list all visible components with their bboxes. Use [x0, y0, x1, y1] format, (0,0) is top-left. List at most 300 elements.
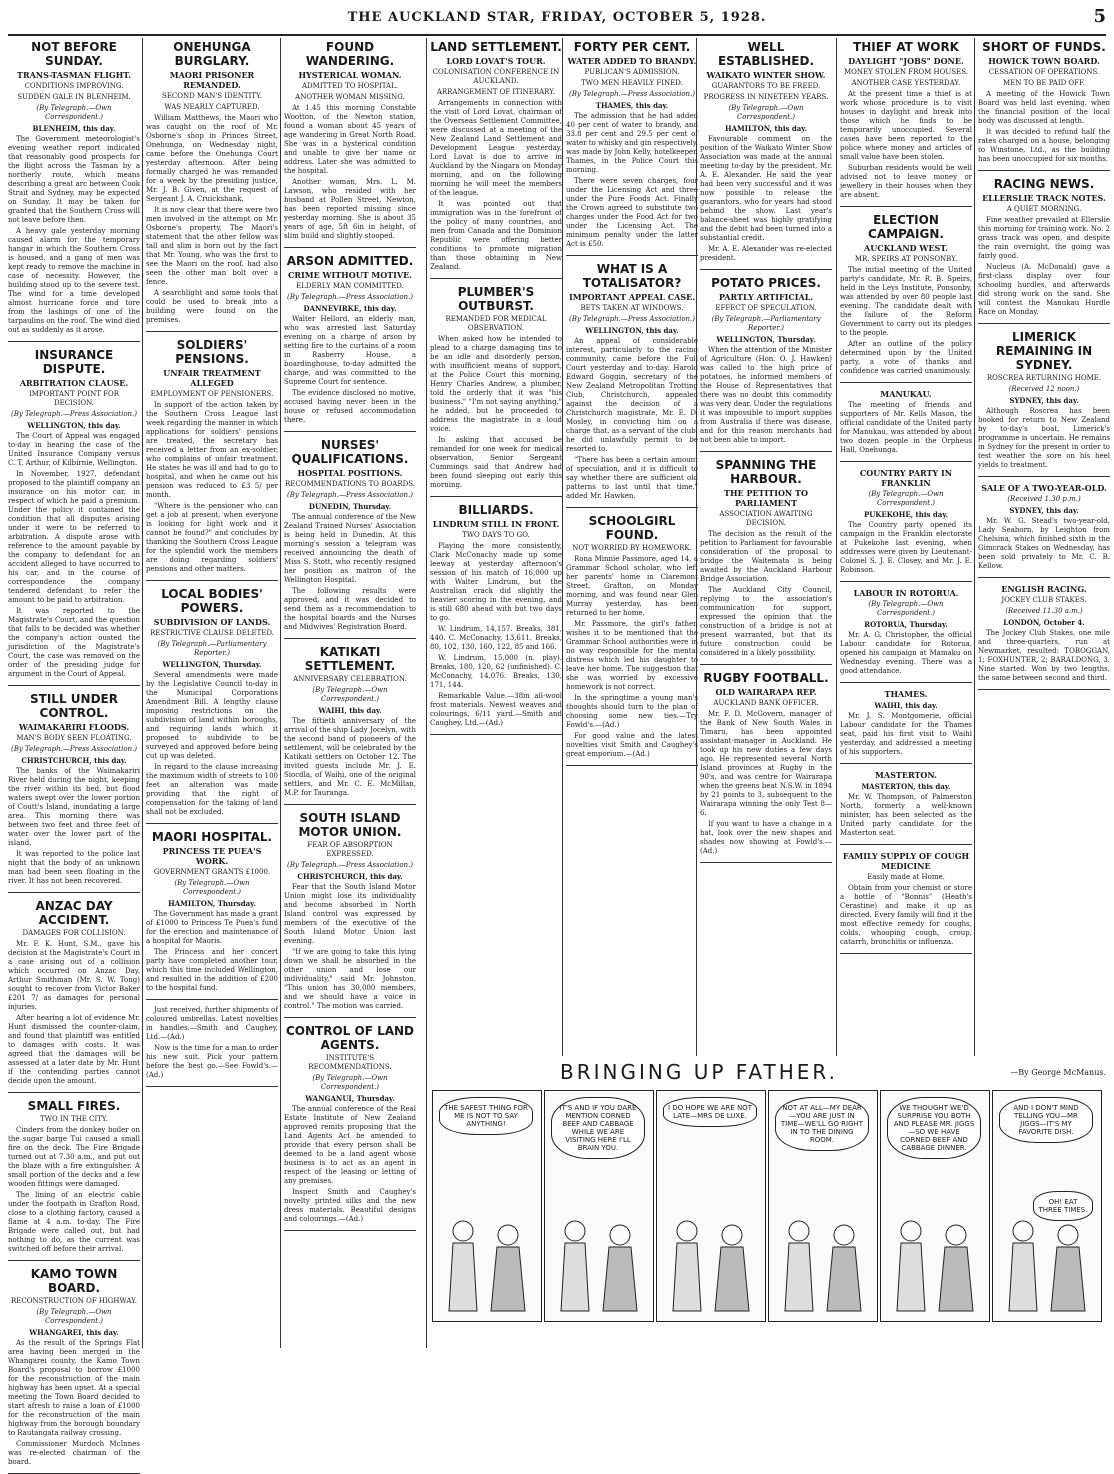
article — [284, 438, 416, 632]
article-deck: JOCKEY CLUB STAKES. — [1001, 596, 1087, 604]
article-divider — [566, 765, 698, 766]
speech-bubble: IT'S AND IF YOU DARE MENTION CORNED BEEF AND CABBAGE WHILE WE ARE VISITING HERE I'LL BRAIN YOU. — [551, 1097, 645, 1159]
article-headline: SCHOOLGIRL FOUND. — [588, 514, 676, 542]
article-byline: (By Telegraph.—Own Correspondent.) — [868, 600, 944, 617]
article-deck: ADMITTED TO HOSPITAL. — [302, 82, 398, 90]
article-headline: SPANNING THE HARBOUR. — [715, 458, 817, 486]
column-1 — [8, 38, 140, 1466]
article-paragraph: The Jockey Club Stakes, one mile and three-quarters, run at Newmarket, resulted: TOBOGGAN, 1; FOXHUNTER, 2; BARALDONG, 3. Nine started. Won by two lengths, the same between second and third. — [978, 629, 1110, 682]
article-paragraph: W. Lindrum, 14,157. Breaks, 381, 440. C. McConachy, 13,611. Breaks, 80, 102, 130, 160, 122, 85 and 166. — [430, 625, 562, 651]
article-subheadline: PRINCESS TE PUEA'S WORK. — [162, 846, 262, 866]
article-divider — [8, 1260, 140, 1261]
column-rule — [426, 38, 427, 1348]
article-divider — [8, 892, 140, 893]
article-byline: (Received 1.30 p.m.) — [1007, 495, 1081, 503]
page-number: 5 — [1093, 6, 1106, 27]
article-divider — [146, 823, 278, 824]
article-paragraph: Nucleus (A. McDonald) gave a first-class display over four schooling hurdles, and afterwards did strong work on the sand. She will contest the Manukau Hurdle Race on Monday. — [978, 263, 1110, 316]
article — [566, 514, 698, 759]
article-paragraph: As the result of the Springs Flat area having been merged in the Whangarei county, the Kamo Town Board's proposal to borrow £1000 for the reconstruction of the main highway has been upset. At a special meeting the Town Board decided to start afresh to raise a loan of £1000 for the reconstruction of the main highway from the borough boundary to Rautangata railway crossing. — [8, 1339, 140, 1437]
article-subheadline: HYSTERICAL WOMAN. — [298, 70, 402, 80]
article — [146, 40, 278, 325]
article-subheadline: THAMES. — [884, 689, 928, 699]
article-divider — [840, 763, 972, 764]
comic-byline: —By George McManus. — [1010, 1068, 1106, 1077]
article-paragraph: "Where is the pensioner who can get a job at present, when everyone is looking for light work and it cannot be found?" and concludes by thanking the Southern Cross League for the splendid work the members are doing regarding soldiers' pensions and other matters. — [146, 502, 278, 573]
article-subtitle: Easily made at Home. — [867, 873, 945, 881]
comic-figure-drawing — [993, 1201, 1101, 1321]
article-divider — [8, 685, 140, 686]
article-headline: SHORT OF FUNDS. — [982, 40, 1106, 54]
article-subtitle: EMPLOYMENT OF PENSIONERS. — [150, 390, 274, 398]
comic-figure-drawing — [433, 1201, 541, 1321]
article-subheadline: WATER ADDED TO BRANDY. — [567, 56, 697, 66]
article-headline: NURSES' QUALIFICATIONS. — [291, 438, 409, 466]
article-dateline: WELLINGTON, Thursday. — [716, 335, 816, 344]
article-paragraph: The Government has made a grant of £1000 to Princess Te Puea's fund for the erection and maintenance of a hospital for Maoris. — [146, 910, 278, 945]
article-paragraph: Fine weather prevailed at Ellerslie this morning for training work. No. 2 grass track was open, and despite the rain overnight, the going was fairly good. — [978, 216, 1110, 260]
speech-bubble: THE SAFEST THING FOR ME IS NOT TO SAY ANYTHING! — [439, 1097, 533, 1135]
article-paragraph: Arrangements in connection with the visit of Lord Lovat, chairman of the Overseas Settlement Committee, were discussed at a meeting of the New Zealand Land Settlement and Development League yesterday. Lord Lovat is due to arrive in Auckland by the Niagara on Monday morning, and on the following morning he will meet the members of the league. — [430, 99, 562, 197]
article-paragraph: The initial meeting of the United party's candidate, Mr. R. B. Speirs, held in the Leys Institute, Ponsonby, was attended by over 80 people last evening. The candidate dealt with the failure of the Reform Government to carry out its pledges to the people. — [840, 266, 972, 337]
article — [700, 276, 832, 445]
article-subtitle: MEN TO BE PAID OFF. — [1002, 79, 1086, 87]
article-paragraph: Mr. F. D. McGovern, manager of the Bank of New South Wales in Timaru, has been appointed assistant-manager in Auckland. He took up his new duties a few days ago. He represented several North Island provinces at Rugby in the 90's, and was centre for Wairarapa when the greens beat N.S.W. in 1894 by 21 points to 3, subsequent to the Wairarapa winning the only Test 8—6. — [700, 710, 832, 817]
article-divider — [566, 255, 698, 256]
article — [840, 689, 972, 757]
article-subtitle: A QUIET MORNING. — [1006, 205, 1082, 213]
article-paragraph: Although Roscrea has been booked for return to New Zealand by to-day's boat, Limerick's programme is uncertain. He remains in Sydney for the present in order to test weather the sore on his heel yields to treatment. — [978, 407, 1110, 469]
article-byline: (By Telegraph.—Own Correspondent.) — [728, 104, 804, 121]
article-paragraph: In support of the action taken by the Southern Cross League last week regarding the manner in which applications for soldiers' pensions are treated, the secretary has received a letter from an ex-soldier, who complains of unfair treatment. He states he was ill and had to go to hospital, and when he came out his pension was reduced to £3 5/ per month. — [146, 401, 278, 499]
article-divider — [146, 331, 278, 332]
article-byline: (By Telegraph.—Parliamentary Reporter.) — [711, 315, 821, 332]
article-paragraph: "If we are going to take this lying down we shall be absorbed in the other union and lose our individuality," said Mr. Johnston. "This union has 30,000 members, and we should have a voice in control." The motion was carried. — [284, 948, 416, 1010]
article-subheadline: MAORI PRISONER REMANDED. — [169, 70, 255, 90]
article-paragraph: A meeting of the Howick Town Board was held last evening, when the financial position of the local body was discussed at length. — [978, 90, 1110, 125]
article-headline: FOUND WANDERING. — [305, 40, 395, 68]
article-divider — [430, 278, 562, 279]
article-divider — [8, 1092, 140, 1093]
article-subheadline: ELLERSLIE TRACK NOTES. — [982, 193, 1106, 203]
article-paragraph: The Government meteorologist's evening weather report indicated that reasonably good prospects for the flight across the Tasman by a northerly route, which means describing a great arc between Cook Strait and Sydney, may be expected on Sunday. It may be taken for granted that the Southern Cross will not leave before then. — [8, 135, 140, 224]
article — [978, 330, 1110, 470]
article — [284, 645, 416, 798]
article-divider — [978, 577, 1110, 578]
article-headline: LOCAL BODIES' POWERS. — [161, 587, 263, 615]
article-deck: CESSATION OF OPERATIONS. — [988, 68, 1100, 76]
comic-figure-drawing — [545, 1201, 653, 1321]
article-byline: (By Telegraph.—Own Correspondent.) — [312, 686, 388, 703]
article — [284, 811, 416, 1011]
article — [978, 177, 1110, 317]
article-subtitle: ANOTHER CASE YESTERDAY. — [851, 79, 961, 87]
article-headline: ARSON ADMITTED. — [286, 254, 414, 268]
article-headline: MAORI HOSPITAL. — [151, 830, 273, 844]
article-paragraph: A heavy gale yesterday morning caused alarm for the temporary hangar in which the Southern Cross is housed, and a gang of men was kept ready to remove the machine in case of necessity. However, the building stood up to the severe test. The wind for a time developed almost hurricane force and tore from the lashings of one of the tarpaulins on the roof. The wind died out as suddenly as it arose. — [8, 227, 140, 334]
article-divider — [978, 689, 1110, 690]
column-rule — [836, 38, 837, 1056]
article-dateline: ROTORUA, Thursday. — [864, 620, 948, 629]
article-subtitle: ANOTHER WOMAN MISSING. — [295, 93, 405, 101]
article-divider — [840, 581, 972, 582]
article-subheadline: MASTERTON. — [875, 770, 937, 780]
article — [840, 468, 972, 575]
article-divider — [978, 476, 1110, 477]
article-paragraph: The lining of an electric cable under the footpath in Grafton Road, close to a clothing factory, caused a flame at 4 a.m. to-day. The Fire Brigade were called out, but had nothing to do, as the current was switched off before their arrival. — [8, 1191, 140, 1253]
article-paragraph: "There has been a certain amount of speculation, and it is difficult to say whether there are sufficient old patterns to last until that time," added Mr. Hawken. — [566, 456, 698, 500]
article-divider — [430, 496, 562, 497]
article-paragraph: Walter Hellord, an elderly man, who was arrested last Saturday evening on a charge of arson by setting fire to the curtains of a room in Rasberry House, a boardinghouse, to-day admitted the charge, and was committed to the Supreme Court for sentence. — [284, 315, 416, 386]
article-byline: (By Telegraph.—Press Association.) — [10, 410, 138, 418]
article — [978, 483, 1110, 571]
article — [8, 1099, 140, 1254]
article-divider — [978, 170, 1110, 171]
article — [146, 830, 278, 993]
article-paragraph: Several amendments were made by the Legislative Council to-day in the Municipal Corporations Amendment Bill. A lengthy clause imposing restrictions on the subdivision of land within boroughs, and requiring lands which it proposed to subdivide to be surveyed and approved before being cut up was deleted. — [146, 671, 278, 760]
article — [700, 671, 832, 856]
article-subtitle: GOVERNMENT GRANTS £1000. — [153, 868, 271, 876]
article-dateline: CHRISTCHURCH, this day. — [297, 872, 403, 881]
article — [566, 40, 698, 249]
article-paragraph: When asked how he intended to plead to a charge damaging tins to be an idle and disorderly person, with insufficient means of support, at the Police Court this morning, Henry Charles Andrew, a plumber, told the orderly that it was "his business." "I'm not saying anything," he added, but he proceeded to address the magistrate in a loud voice. — [430, 335, 562, 433]
article-paragraph: An appeal of considerable interest, particularly to the racing community, came before the Full Court yesterday and to-day. Harold Edward Goggin, secretary of the New Zealand Metropolitan Trotting Club, Christchurch, appealed against the decision of a Christchurch magistrate, Mr. E. D. Mosley, in convicting him on a charge that, as a servant of the club, he did unlawfully permit to be resorted to. — [566, 337, 698, 453]
article-headline: KATIKATI SETTLEMENT. — [304, 645, 396, 673]
article-subtitle: ASSOCIATION AWAITING DECISION. — [719, 510, 813, 527]
article-paragraph: Suburban residents would be well advised not to leave money or jewellery in their houses when they are absent. — [840, 164, 972, 199]
article — [840, 770, 972, 838]
article-subheadline: SALE OF A TWO-YEAR-OLD. — [981, 483, 1107, 493]
article-divider — [700, 664, 832, 665]
article — [430, 503, 562, 728]
column-3 — [284, 38, 416, 1348]
article-dateline: DANNEVIRKE, this day. — [303, 304, 397, 313]
article-paragraph: The evidence disclosed no motive, accused having never been in the house or refused accommodation there. — [284, 389, 416, 424]
article-headline: LIMERICK REMAINING IN SYDNEY. — [995, 330, 1093, 372]
article-subheadline: HOSPITAL POSITIONS. — [297, 468, 403, 478]
article-subtitle: RESTRICTIVE CLAUSE DELETED. — [150, 629, 274, 637]
article — [8, 40, 140, 335]
article-dateline: BLENHEIM, this day. — [32, 124, 116, 133]
article-paragraph: The banks of the Waimakariri River held during the night, keeping the river within its bed, but flood waters swept over the lower portion of Coutt's Island, inundating a large area. This morning there was between two feet and three feet of water over the lower part of the island. — [8, 767, 140, 847]
comic-title: BRINGING UP FATHER. — [560, 1060, 838, 1084]
article-byline: (By Telegraph.—Own Correspondent.) — [36, 1308, 112, 1325]
article-paragraph: Favourable comment on the position of the Waikato Winter Show Association was made at the annual meeting to-day by the president, Mr. A. E. Alexander. He said the year had been very successful and it was now possible to release the guarantors, who for years had stood behind the show. Last year's balance-sheet was highly gratifying and the debit had been turned into a substantial credit. — [700, 135, 832, 242]
article-subheadline: AUCKLAND WEST. — [864, 243, 948, 253]
masthead — [8, 4, 1106, 34]
article-subheadline: COUNTRY PARTY IN FRANKLIN — [859, 468, 953, 488]
article-paragraph: Mr. A. G. Christopher, the official Labour candidate for Rotorua, opened his campaign at Mamaku on Wednesday evening. There was a good attendance. — [840, 631, 972, 675]
article-subtitle: FEAR OF ABSORPTION EXPRESSED. — [307, 841, 393, 858]
article-divider — [284, 1230, 416, 1231]
speech-bubble: WE THOUGHT WE'D SURPRISE YOU BOTH AND PLEASE MR. JIGGS—SO WE HAVE CORNED BEEF AND CABBAGE DINNER. — [887, 1097, 981, 1159]
article — [840, 588, 972, 676]
article-subtitle: SUDDEN GALE IN BLENHEIM. — [17, 93, 131, 101]
article-paragraph: Fear that the South Island Motor Union might lose its individuality and become absorbed in North Island control was expressed by members of the executive of the South Island Motor Union last evening. — [284, 883, 416, 945]
article-dateline: MASTERTON, this day. — [861, 782, 951, 791]
article-subheadline: CRIME WITHOUT MOTIVE. — [287, 270, 413, 280]
article-byline: (By Telegraph.—Own Correspondent.) — [312, 1074, 388, 1091]
article-paragraph: Mr. A. E. Alexander was re-elected president. — [700, 245, 832, 262]
article-paragraph: It was decided to refund half the rates charged on a house, belonging to Winstone, Ltd., as the building has been unoccupied for six months. — [978, 128, 1110, 163]
article — [700, 458, 832, 658]
article-paragraph: Commissioner Murdoch McInnes was re-elected chairman of the board. — [8, 1440, 140, 1466]
article-paragraph: Mr. J. S. Montgomerie, official Labour candidate for the Thames seat, paid his first visit to Waihi yesterday, and addressed a meeting of his supporters. — [840, 712, 972, 756]
article-paragraph: Another woman, Mrs. L. M. Lawson, who resided with her husband at Pollen Street, Newton, has been reported missing since yesterday morning. She is about 35 years of age, 5ft 6in in height, of slim build and slightly stooped. — [284, 178, 416, 240]
speech-bubble: AND I DON'T MIND TELLING YOU—MR JIGGS—IT'S MY FAVORITE DISH. — [999, 1097, 1093, 1143]
article-subtitle: TWO IN THE CITY. — [40, 1115, 108, 1123]
article-paragraph: It is now clear that there were two men involved in the attempt on Mr. Osborne's property. The Maori's statement that the other fellow was tall and slim is born out by the fact that Mr. Young, who was the first to see the Maori on the roof, had also seen the other man bolt over a fence. — [146, 206, 278, 286]
article-dateline: LONDON, October 4. — [1003, 618, 1085, 627]
comic-panel — [656, 1090, 766, 1322]
article-byline: (By Telegraph.—Parliamentary Reporter.) — [157, 640, 267, 657]
article-divider — [700, 269, 832, 270]
column-rule — [142, 38, 143, 1348]
article — [840, 389, 972, 455]
article-dateline: HAMILTON, Thursday. — [168, 899, 256, 908]
advertisement: Now is the time for a man to order his new suit. Pick your pattern before the best go.—See Fowld's.—(Ad.) — [146, 1044, 278, 1079]
article-subtitle: AUCKLAND BANK OFFICER. — [713, 699, 819, 707]
article-paragraph: Inspect Smith and Caughey's novelty printed silks and the new dress materials. Beautiful designs and colourings.—(Ad.) — [284, 1188, 416, 1223]
article — [566, 262, 698, 501]
article-headline: ELECTION CAMPAIGN. — [868, 213, 944, 241]
article-paragraph: In regard to the clause increasing the maximum width of streets to 100 feet an alteration was made providing that the right of compensation for the taking of land shall not be excluded. — [146, 763, 278, 816]
article-paragraph: When the attention of the Minister of Agriculture (Hon. O. J. Hawken) was called to the high price of potatoes, he informed members of the House of Representatives that there was no doubt this commodity was very dear. Under the regulations it was impossible to import supplies from Australia if there was disease, and for this reason merchants had not been able to import. — [700, 346, 832, 444]
article-deck: PUBLICAN'S ADMISSION. — [584, 68, 680, 76]
article-paragraph: In the springtime a young man's thoughts should turn to the plan of choosing some new ties.—Try Fowld's.—(Ad.) — [566, 694, 698, 729]
column-7 — [840, 38, 972, 1056]
article-headline: STILL UNDER CONTROL. — [30, 692, 118, 720]
article-headline: SOLDIERS' PENSIONS. — [175, 338, 249, 366]
article — [840, 213, 972, 376]
comic-panel — [880, 1090, 990, 1322]
article-divider — [840, 461, 972, 462]
article-divider — [840, 382, 972, 383]
article-subtitle: NOT WORRIED BY HOMEWORK. — [572, 544, 692, 552]
article — [978, 40, 1110, 164]
article-subheadline: OLD WAIRARAPA REP. — [715, 687, 817, 697]
article-subtitle: DAMAGES FOR COLLISION. — [22, 929, 126, 937]
article-dateline: WELLINGTON, Thursday. — [162, 660, 262, 669]
article-headline: CONTROL OF LAND AGENTS. — [285, 1024, 414, 1052]
article — [840, 851, 972, 947]
article-subheadline: ARBITRATION CLAUSE. — [19, 378, 129, 388]
article-dateline: WHANGAREI, this day. — [29, 1328, 119, 1337]
article-subheadline: WAIKATO WINTER SHOW. — [706, 70, 826, 80]
article-dateline: WELLINGTON, this day. — [585, 326, 679, 335]
article-headline: RACING NEWS. — [993, 177, 1095, 191]
article-byline: (By Telegraph.—Press Association.) — [286, 491, 414, 499]
article-subtitle: BETS TAKEN AT WINDOWS. — [580, 304, 684, 312]
article — [8, 1267, 140, 1467]
article-divider — [284, 638, 416, 639]
article-paragraph: It was reported to the police last night that the body of an unknown man had been seen floating in the river. It has not been recovered. — [8, 850, 140, 885]
article-dateline: SYDNEY, this day. — [1009, 506, 1079, 515]
article-subtitle: TWO DAYS TO GO. — [462, 531, 530, 539]
article-paragraph: Obtain from your chemist or store a bottle of "Bonnis" (Heath's Cerastine) and make it up as directed. Every family will find it the most effective remedy for coughs, colds, whooping cough, croup, catarrh, bronchitis or influenza. — [840, 884, 972, 946]
article-byline: (By Telegraph.—Own Correspondent.) — [174, 879, 250, 896]
article-paragraph: Mr. Passmore, the girl's father, wishes it to be mentioned that the Grammar School authorities were in no way responsible for the mental distress which led his daughter to leave her home. The suggestion that she was worried by excessive homework is not correct. — [566, 620, 698, 691]
article-byline: (By Telegraph.—Press Association.) — [286, 861, 414, 869]
comic-figure-drawing — [769, 1201, 877, 1321]
article-subheadline: PARTLY ARTIFICIAL. — [718, 292, 814, 302]
speech-bubble: I DO HOPE WE ARE NOT LATE—MRS DE LUXE. — [663, 1097, 757, 1127]
article-subheadline: ENGLISH RACING. — [1001, 584, 1087, 594]
article-headline: FORTY PER CENT. — [573, 40, 691, 54]
article-dateline: THAMES, this day. — [595, 101, 669, 110]
article-divider — [840, 844, 972, 845]
article-divider — [840, 206, 972, 207]
masthead-title: THE AUCKLAND STAR, FRIDAY, OCTOBER 5, 1928. — [347, 10, 767, 25]
article-headline: POTATO PRICES. — [711, 276, 821, 290]
article-headline: SMALL FIRES. — [27, 1099, 121, 1113]
article-subtitle: MR. SPEIRS AT PONSONBY. — [854, 255, 958, 263]
article-divider — [840, 953, 972, 954]
article-paragraph: Remarkable Value.—38in all-wool frost materials. Newest weaves and colourings, 6/11 yard.—Smith and Caughey, Ltd.—(Ad.) — [430, 692, 562, 727]
speech-bubble: OH! EAT THREE TIMES. — [1033, 1191, 1093, 1221]
article-byline: (By Telegraph.—Press Association.) — [568, 315, 696, 323]
article-paragraph: It was reported to the Magistrate's Court, and the question that falls to be decided was whether the company's action ousted the jurisdiction of the Magistrate's Court, the case was removed on the order of the presiding judge for argument in the Court of Appeal. — [8, 607, 140, 678]
article-subtitle: IMPORTANT POINT FOR DECISION. — [29, 390, 119, 407]
article-deck: MONEY STOLEN FROM HOUSES. — [844, 68, 968, 76]
article-divider — [284, 247, 416, 248]
article-paragraph: The annual conference of the Real Estate Institute of New Zealand approved remits proposing that the Land Agents Act be amended to provide that every person shall be deemed to be a land agent whose business is to act as an agent in respect of the leasing or letting of any premises. — [284, 1105, 416, 1185]
article — [284, 254, 416, 425]
article-subheadline: SUBDIVISION OF LANDS. — [153, 617, 271, 627]
article-headline: WHAT IS A TOTALISATOR? — [582, 262, 682, 290]
article-deck: COLONISATION CONFERENCE IN AUCKLAND. — [432, 68, 560, 85]
article-paragraph: Mr. F. K. Hunt, S.M., gave his decision at the Magistrate's Court in a case arising out of a collision which occurred on Anzac Day. Arthur Smithman (Mr. S. W. Tong) sought to recover from Victor Baker £201 7/ as damages for personal injuries. — [8, 940, 140, 1011]
column-rule — [974, 38, 975, 1056]
article-divider — [284, 804, 416, 805]
article-divider — [8, 341, 140, 342]
column-6 — [700, 38, 832, 1056]
article-paragraph: The following results were approved, and it was decided to send them as a recommendation to the hospital boards and the Nurses and Midwives' Registration Board. — [284, 587, 416, 631]
article-divider — [840, 682, 972, 683]
speech-bubble: NOT AT ALL—MY DEAR—YOU ARE JUST IN TIME—WE'LL GO RIGHT IN TO THE DINING ROOM. — [775, 1097, 869, 1151]
comic-panel — [544, 1090, 654, 1322]
article — [146, 338, 278, 574]
article-paragraph: Cinders from the donkey boiler on the sugar barge Tui caused a small fire on the deck. The Fire Brigade turned out at 7.30 a.m., and put out the blaze with a fire extinguisher. A small portion of the decks and a few wooden fittings were damaged. — [8, 1126, 140, 1188]
article-divider — [566, 507, 698, 508]
article-divider — [146, 999, 278, 1000]
article — [146, 587, 278, 817]
article-headline: RUGBY FOOTBALL. — [703, 671, 829, 685]
article-paragraph: A searchlight and some tools that could be used to break into a building were found on the premises. — [146, 289, 278, 324]
article-subtitle: MAN'S BODY SEEN FLOATING. — [16, 734, 132, 742]
article-paragraph: In asking that accused be remanded for one week for medical observation, Senior Sergeant Cummings said that Andrew had been found sleeping out early this morning. — [430, 436, 562, 489]
article-dateline: WAIHI, this day. — [874, 701, 938, 710]
article-byline: (By Telegraph.—Own Correspondent.) — [36, 104, 112, 121]
comic-panel — [768, 1090, 878, 1322]
article-byline: (By Telegraph.—Press Association.) — [10, 745, 138, 753]
article-headline: LAND SETTLEMENT. — [430, 40, 562, 54]
article-subtitle: INSTITUTE'S RECOMMENDATIONS. — [308, 1054, 392, 1071]
article-deck: CONDITIONS IMPROVING. — [24, 82, 124, 90]
article-headline: ANZAC DAY ACCIDENT. — [35, 899, 113, 927]
article-paragraph: At 1.45 this morning Constable Wootton, of the Newton station, found a woman about 45 years of age wandering in Great North Road. She was in a hysterical condition and unable to give her name or address. Later she was admitted to the hospital. — [284, 104, 416, 175]
article-byline: (Received 12 noon.) — [1008, 385, 1080, 393]
article-subtitle: TWO MEN HEAVILY FINED. — [581, 79, 683, 87]
article-dateline: PUKEKOHE, this day. — [863, 510, 949, 519]
article-byline: (By Telegraph.—Press Association.) — [568, 90, 696, 98]
article-subtitle: WAS NEARLY CAPTURED. — [164, 103, 260, 111]
article-headline: PLUMBER'S OUTBURST. — [457, 285, 535, 313]
article-paragraph: The Princess and her concert party have completed another tour, which this time included Wellington, and resulted in the addition of £200 to the hospital fund. — [146, 948, 278, 992]
article-dateline: WANGANUI, Thursday. — [305, 1094, 395, 1103]
article-subtitle: ELDERLY MAN COMMITTED. — [296, 282, 404, 290]
column-8 — [978, 38, 1110, 1056]
article-paragraph: The Court of Appeal was engaged to-day in hearing the case of the United Insurance Company versus C. T. Arthur, of Kilbirnie, Wellington. — [8, 432, 140, 467]
article-paragraph: The meeting of friends and supporters of Mr. Kells Mason, the official candidate of the United party for Manukau, was attended by about two dozen people in the Orpheus Hall, Onehunga. — [840, 401, 972, 454]
article-paragraph: After hearing a lot of evidence Mr. Hunt dismissed the counter-claim, and found that plaintiff was entitled to damages with costs. It was agreed that the damages will be assessed at a later date by Mr. Hunt if the contending parties cannot decide upon the amount. — [8, 1014, 140, 1085]
article-subtitle: ARRANGEMENT OF ITINERARY. — [436, 88, 556, 96]
article-divider — [284, 431, 416, 432]
article-headline: INSURANCE DISPUTE. — [34, 348, 114, 376]
article-dateline: SYDNEY, this day. — [1009, 396, 1079, 405]
article-subtitle: PROGRESS IN NINETEEN YEARS. — [703, 93, 829, 101]
article-divider — [146, 580, 278, 581]
article-subtitle: REMANDED FOR MEDICAL OBSERVATION. — [445, 315, 547, 332]
article-paragraph: If you want to have a change in a hat, look over the new shapes and shades now showing at Fowld's.—(Ad.) — [700, 820, 832, 855]
article-paragraph: There were seven charges, four under the Licensing Act and three under the Pure Foods Act. Finally the Crown agreed to substitute two charges under the Food Act for two under the Licensing Act. The minimum penalty under the latter Act is £50. — [566, 177, 698, 248]
article — [8, 692, 140, 886]
article — [430, 40, 562, 272]
article-dateline: WAIHI, this day. — [318, 706, 382, 715]
comic-panel — [992, 1090, 1102, 1322]
article — [146, 1006, 278, 1080]
article — [978, 584, 1110, 683]
article-subtitle: ANNIVERSARY CELEBRATION. — [293, 675, 407, 683]
article-subtitle: RECONSTRUCTION OF HIGHWAY. — [10, 1297, 138, 1305]
article-paragraph: Playing the more consistently, Clark McConachy made up some leeway at yesterday afternoon's session of his match of 16,000 up with Walter Lindrum, but the Australian crack did slightly the heavier scoring in the evening, and is still 680 ahead with but two days to go. — [430, 542, 562, 622]
article-paragraph: The Auckland City Council, replying to the association's communication for support, expressed the opinion that the construction of a bridge is not at present warranted, but that its future construction could be considered in a likely possibility. — [700, 586, 832, 657]
article — [284, 1024, 416, 1224]
article — [430, 285, 562, 490]
article-headline: ONEHUNGA BURGLARY. — [173, 40, 251, 68]
column-4 — [430, 38, 562, 1056]
article-dateline: HAMILTON, this day. — [724, 124, 808, 133]
article-headline: KAMO TOWN BOARD. — [30, 1267, 118, 1295]
article-subheadline: WAIMAKARIRI FLOODS. — [18, 722, 130, 732]
advertisement: Just received, further shipments of coloured umbrellas. Latest novelties in handles.—Smith and Caughey, Ltd.—(Ad.) — [146, 1006, 278, 1041]
article — [700, 40, 832, 263]
article-subheadline: LINDRUM STILL IN FRONT. — [432, 519, 560, 529]
article-headline: NOT BEFORE SUNDAY. — [31, 40, 117, 68]
article-divider — [700, 451, 832, 452]
article-paragraph: Mr. W. Thompson, of Palmerston North, formerly a well-known minister, has been selected as the United party candidate for the Masterton seat. — [840, 793, 972, 837]
article-paragraph: Rona Minnie Passmore, aged 14, a Grammar School scholar, who left her parents' home in Claremont Street, Grafton, on Monday morning, and was found near Glen Murray yesterday, has been returned to her home. — [566, 555, 698, 617]
article — [284, 40, 416, 241]
article-headline: THIEF AT WORK — [853, 40, 959, 54]
article-subheadline: IMPORTANT APPEAL CASE. — [568, 292, 696, 302]
article-subtitle: RECOMMENDATIONS TO BOARDS. — [284, 480, 415, 488]
article-divider — [700, 862, 832, 863]
article-paragraph: At the present time a thief is at work whose procedure is to visit houses in daylight and break into those which he finds to be temporarily unoccupied. Several cases have been reported to the police where money and articles of small value have been stolen. — [840, 90, 972, 161]
article-deck: GUARANTORS TO BE FREED. — [711, 82, 821, 90]
article-subheadline: FAMILY SUPPLY OF COUGH MEDICINE — [842, 851, 970, 871]
article-subheadline: THE PETITION TO PARLIAMENT — [724, 488, 808, 508]
comic-panel — [432, 1090, 542, 1322]
article-paragraph: William Matthews, the Maori who was caught on the roof of Mr. Osborne's shop in Princes Street, Onehunga, on Wednesday night, came before the Onehunga Court yesterday afternoon. After being formally charged he was remanded for a week by the presiding justice, Mr. J. B. Given, at the request of Sergeant J. A. Cruickshank. — [146, 114, 278, 203]
column-rule — [696, 38, 697, 1056]
article-headline: SOUTH ISLAND MOTOR UNION. — [298, 811, 402, 839]
masthead-rule — [8, 34, 1106, 36]
article-paragraph: Mr. W. G. Stead's two-year-old, Lady Seaborn, by Leighton from Chelsina, which finished sixth in the Gimcrack Stakes on Wednesday, has been sold privately to Mr. C. B. Kellow. — [978, 517, 1110, 570]
article-paragraph: The Country party opened its campaign in the Franklin electorate at Pukekohe last evening, when addresses were given by Lieutenant-Colonel S. J. E. Closey, and Mr. J. E. Robinson. — [840, 521, 972, 574]
article — [840, 40, 972, 200]
article-paragraph: The admission that he had added 40 per cent of water to brandy, and 33.8 per cent and 29.5 per cent of water to whisky and gin respectively, was made by John Kelly, hotelkeeper, Thames, in the Police Court this morning. — [566, 112, 698, 174]
